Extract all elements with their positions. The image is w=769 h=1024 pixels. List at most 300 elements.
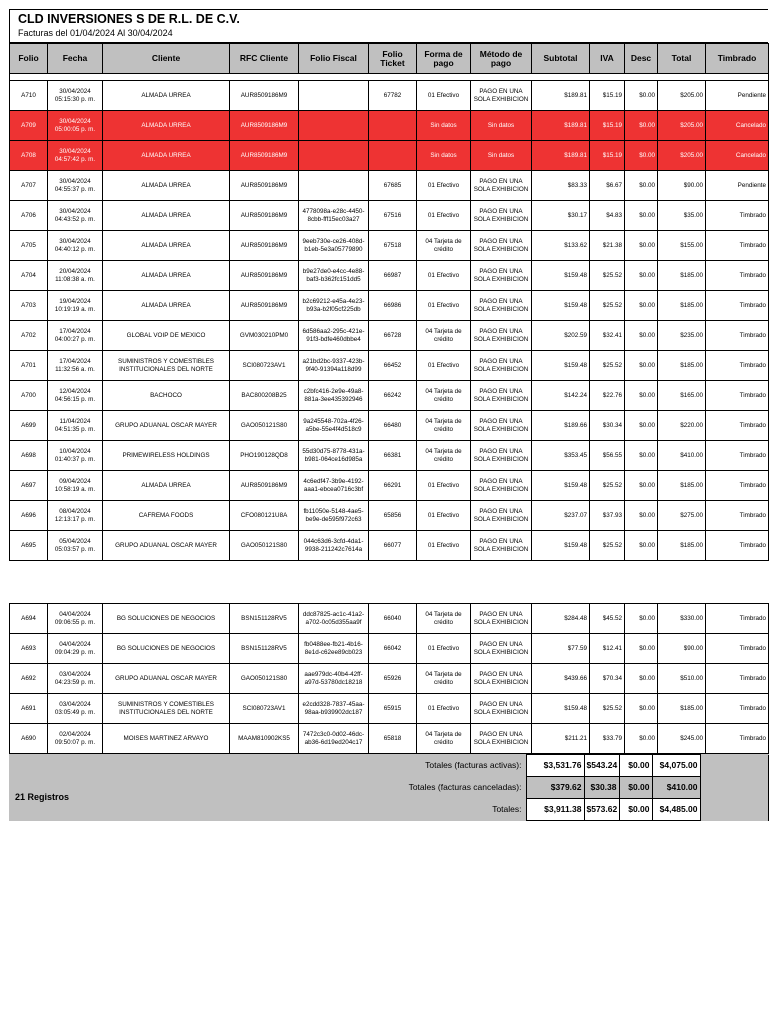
col-cliente: Cliente [103,44,230,74]
cell-cliente: BG SOLUCIONES DE NEGOCIOS [103,604,230,634]
cell-folio: A696 [10,501,48,531]
cell-desc: $0.00 [625,471,658,501]
cell-cliente: ALMADA URREA [103,111,230,141]
totals-active-subtotal: $3,531.76 [526,755,584,777]
cell-forma-pago: 01 Efectivo [417,351,471,381]
cell-desc: $0.00 [625,531,658,561]
cell-forma-pago: 01 Efectivo [417,201,471,231]
cell-metodo-pago: PAGO EN UNA SOLA EXHIBICION [471,664,532,694]
cell-rfc: SCI080723AV1 [230,694,299,724]
cell-timbrado: Timbrado [706,321,769,351]
cell-desc: $0.00 [625,694,658,724]
cell-folio-ticket: 66728 [369,321,417,351]
spacer-row [10,74,769,81]
table-row [10,81,769,111]
cell-total: $330.00 [658,604,706,634]
totals-section [9,754,769,821]
cell-subtotal: $189.81 [532,141,590,171]
cell-cliente: ALMADA URREA [103,201,230,231]
table-row [10,634,769,664]
cell-folio-ticket: 66042 [369,634,417,664]
cell-folio-ticket: 66381 [369,441,417,471]
cell-folio-fiscal: fb11050e-5148-4ae5-be9e-de595f972c63 [299,501,369,531]
cell-timbrado: Timbrado [706,724,769,754]
cell-subtotal: $353.45 [532,441,590,471]
totals-grand-label: Totales: [492,804,522,814]
cell-rfc: BAC800208B25 [230,381,299,411]
cell-subtotal: $77.59 [532,634,590,664]
cell-desc: $0.00 [625,171,658,201]
cell-desc: $0.00 [625,501,658,531]
col-fecha: Fecha [48,44,103,74]
cell-folio-ticket: 67516 [369,201,417,231]
cell-rfc: AUR8509186M9 [230,171,299,201]
cell-folio-fiscal: aae979dc-40b4-42ff-a97d-53780dc18218 [299,664,369,694]
cell-subtotal: $159.48 [532,291,590,321]
cell-metodo-pago: PAGO EN UNA SOLA EXHIBICION [471,441,532,471]
cell-rfc: BSN151128RV5 [230,634,299,664]
cell-desc: $0.00 [625,381,658,411]
cell-metodo-pago: PAGO EN UNA SOLA EXHIBICION [471,604,532,634]
cell-fecha: 30/04/2024 04:43:52 p. m. [48,201,103,231]
table-header-row [10,44,769,74]
cell-fecha: 30/04/2024 04:55:37 p. m. [48,171,103,201]
cell-folio-fiscal: 7472c3c0-0d02-46dc-ab36-6d19ed204c17 [299,724,369,754]
cell-total: $165.00 [658,381,706,411]
cell-desc: $0.00 [625,664,658,694]
cell-total: $205.00 [658,81,706,111]
cell-iva: $25.52 [590,261,625,291]
cell-folio-ticket: 66452 [369,351,417,381]
totals-cancelled-subtotal: $379.62 [526,777,584,799]
cell-subtotal: $133.62 [532,231,590,261]
cell-folio-ticket: 65856 [369,501,417,531]
totals-active-desc: $0.00 [619,755,652,777]
cell-folio: A702 [10,321,48,351]
cell-subtotal: $83.33 [532,171,590,201]
cell-subtotal: $159.48 [532,351,590,381]
cell-folio-fiscal: 4c6edf47-3b9e-4192-aaa1-ebcea0716c3bf [299,471,369,501]
cell-metodo-pago: PAGO EN UNA SOLA EXHIBICION [471,351,532,381]
cell-forma-pago: 04 Tarjeta de crédito [417,441,471,471]
cell-folio-fiscal [299,111,369,141]
cell-timbrado: Pendiente [706,171,769,201]
totals-active-total: $4,075.00 [652,755,700,777]
company-name: CLD INVERSIONES S DE R.L. DE C.V. [18,12,240,26]
cell-metodo-pago: PAGO EN UNA SOLA EXHIBICION [471,201,532,231]
cell-folio: A706 [10,201,48,231]
cell-fecha: 17/04/2024 11:32:56 a. m. [48,351,103,381]
cell-folio-fiscal: 55d30d75-8778-431a-b981-064ce16d985a [299,441,369,471]
col-timbrado: Timbrado [706,44,769,74]
cell-subtotal: $30.17 [532,201,590,231]
cell-desc: $0.00 [625,411,658,441]
cell-timbrado: Timbrado [706,201,769,231]
invoices-table [9,43,769,561]
cell-rfc: MAAM810902KS5 [230,724,299,754]
cell-desc: $0.00 [625,291,658,321]
report-period: Facturas del 01/04/2024 Al 30/04/2024 [18,28,173,38]
cell-fecha: 05/04/2024 05:03:57 p. m. [48,531,103,561]
cell-timbrado: Timbrado [706,381,769,411]
cell-subtotal: $284.48 [532,604,590,634]
table-row [10,724,769,754]
cell-fecha: 09/04/2024 10:58:19 a. m. [48,471,103,501]
cell-rfc: CFO080121U8A [230,501,299,531]
cell-folio-fiscal: fb0488ee-fb21-4b16-8e1d-c62ee89cb023 [299,634,369,664]
cell-folio: A697 [10,471,48,501]
cell-total: $90.00 [658,171,706,201]
cell-subtotal: $159.48 [532,471,590,501]
cell-cliente: ALMADA URREA [103,231,230,261]
col-folio-fiscal: Folio Fiscal [299,44,369,74]
cell-iva: $15.19 [590,111,625,141]
cell-forma-pago: 04 Tarjeta de crédito [417,724,471,754]
cell-metodo-pago: Sin datos [471,111,532,141]
cell-metodo-pago: PAGO EN UNA SOLA EXHIBICION [471,411,532,441]
totals-active-iva: $543.24 [584,755,619,777]
cell-cliente: CAFREMA FOODS [103,501,230,531]
cell-forma-pago: 01 Efectivo [417,261,471,291]
cell-fecha: 04/04/2024 09:06:55 p. m. [48,604,103,634]
table-row [10,231,769,261]
cell-folio-fiscal: 4778098a-e28c-4450-8cbb-fff15ec03a27 [299,201,369,231]
totals-active-row [9,755,768,777]
cell-iva: $25.52 [590,471,625,501]
cell-subtotal: $439.66 [532,664,590,694]
cell-folio: A690 [10,724,48,754]
cell-rfc: AUR8509186M9 [230,471,299,501]
cell-cliente: GRUPO ADUANAL OSCAR MAYER [103,531,230,561]
cell-fecha: 20/04/2024 11:08:38 a. m. [48,261,103,291]
cell-iva: $21.38 [590,231,625,261]
col-total: Total [658,44,706,74]
cell-iva: $22.76 [590,381,625,411]
cell-folio-ticket: 66291 [369,471,417,501]
cell-folio-ticket [369,111,417,141]
cell-desc: $0.00 [625,141,658,171]
cell-forma-pago: 04 Tarjeta de crédito [417,231,471,261]
cell-rfc: GAO050121S80 [230,411,299,441]
cell-metodo-pago: PAGO EN UNA SOLA EXHIBICION [471,171,532,201]
cell-iva: $15.19 [590,141,625,171]
cell-folio-fiscal: 6d586aa2-295c-421e-91f3-bdfe460dbbe4 [299,321,369,351]
cell-metodo-pago: PAGO EN UNA SOLA EXHIBICION [471,531,532,561]
cell-rfc: AUR8509186M9 [230,111,299,141]
col-rfc: RFC Cliente [230,44,299,74]
cell-timbrado: Timbrado [706,411,769,441]
cell-cliente: ALMADA URREA [103,141,230,171]
cell-total: $185.00 [658,531,706,561]
cell-subtotal: $189.66 [532,411,590,441]
cell-forma-pago: 01 Efectivo [417,471,471,501]
cell-total: $275.00 [658,501,706,531]
cell-timbrado: Timbrado [706,351,769,381]
cell-folio-ticket: 66077 [369,531,417,561]
cell-rfc: PHO190128QD8 [230,441,299,471]
cell-timbrado: Timbrado [706,291,769,321]
cell-forma-pago: 01 Efectivo [417,531,471,561]
cell-folio-fiscal: b2c69212-e45a-4e23-b93a-b2f05cf225db [299,291,369,321]
cell-desc: $0.00 [625,81,658,111]
cell-folio-ticket: 67685 [369,171,417,201]
cell-metodo-pago: PAGO EN UNA SOLA EXHIBICION [471,381,532,411]
cell-folio: A698 [10,441,48,471]
cell-total: $410.00 [658,441,706,471]
cell-cliente: GRUPO ADUANAL OSCAR MAYER [103,664,230,694]
totals-cancelled-total: $410.00 [652,777,700,799]
cell-folio: A704 [10,261,48,291]
totals-grand-desc: $0.00 [619,799,652,821]
cell-fecha: 19/04/2024 10:19:19 a. m. [48,291,103,321]
cell-iva: $6.67 [590,171,625,201]
cell-folio: A708 [10,141,48,171]
cell-iva: $4.83 [590,201,625,231]
cell-total: $185.00 [658,694,706,724]
cell-desc: $0.00 [625,201,658,231]
cell-timbrado: Cancelado [706,111,769,141]
cell-folio-ticket: 66480 [369,411,417,441]
table-row [10,351,769,381]
cell-timbrado: Timbrado [706,694,769,724]
cell-subtotal: $142.24 [532,381,590,411]
cell-folio-ticket: 67518 [369,231,417,261]
cell-iva: $32.41 [590,321,625,351]
records-count: 21 Registros [15,791,70,802]
totals-grand-subtotal: $3,911.38 [526,799,584,821]
cell-timbrado: Timbrado [706,441,769,471]
cell-rfc: AUR8509186M9 [230,291,299,321]
cell-folio-fiscal [299,81,369,111]
table-row [10,381,769,411]
table-row [10,261,769,291]
cell-folio: A691 [10,694,48,724]
invoices-table-continued [9,603,769,754]
cell-forma-pago: 01 Efectivo [417,634,471,664]
table-row [10,694,769,724]
table-row [10,321,769,351]
cell-forma-pago: Sin datos [417,111,471,141]
cell-forma-pago: Sin datos [417,141,471,171]
table-row [10,171,769,201]
cell-timbrado: Timbrado [706,531,769,561]
invoice-report [9,9,768,821]
table-row [10,141,769,171]
table-row [10,441,769,471]
totals-cancelled-iva: $30.38 [584,777,619,799]
cell-timbrado: Timbrado [706,604,769,634]
cell-folio-fiscal: 9eeb730e-ce26-408d-b1eb-5e3a05779890 [299,231,369,261]
cell-timbrado: Timbrado [706,231,769,261]
cell-iva: $25.52 [590,531,625,561]
cell-total: $155.00 [658,231,706,261]
cell-iva: $33.79 [590,724,625,754]
cell-total: $235.00 [658,321,706,351]
cell-timbrado: Timbrado [706,471,769,501]
cell-desc: $0.00 [625,604,658,634]
cell-folio: A705 [10,231,48,261]
cell-cliente: ALMADA URREA [103,291,230,321]
cell-rfc: GAO050121S80 [230,664,299,694]
cell-subtotal: $159.48 [532,261,590,291]
cell-cliente: SUMINISTROS Y COMESTIBLES INSTITUCIONALES DEL NORTE [103,351,230,381]
cell-cliente: ALMADA URREA [103,261,230,291]
cell-fecha: 08/04/2024 12:13:17 p. m. [48,501,103,531]
cell-desc: $0.00 [625,634,658,664]
cell-rfc: AUR8509186M9 [230,261,299,291]
cell-forma-pago: 01 Efectivo [417,694,471,724]
cell-fecha: 10/04/2024 01:40:37 p. m. [48,441,103,471]
cell-fecha: 17/04/2024 04:00:27 p. m. [48,321,103,351]
table-row [10,471,769,501]
cell-forma-pago: 04 Tarjeta de crédito [417,411,471,441]
totals-cancelled-desc: $0.00 [619,777,652,799]
cell-iva: $37.93 [590,501,625,531]
cell-cliente: BACHOCO [103,381,230,411]
cell-total: $510.00 [658,664,706,694]
cell-rfc: GVM030210PM0 [230,321,299,351]
cell-folio: A695 [10,531,48,561]
totals-cancelled-label: Totales (facturas canceladas): [408,782,522,792]
cell-subtotal: $159.48 [532,531,590,561]
cell-metodo-pago: PAGO EN UNA SOLA EXHIBICION [471,694,532,724]
cell-folio-fiscal: ddc87825-ac1c-41a2-a702-0c05d355aa9f [299,604,369,634]
cell-forma-pago: 01 Efectivo [417,171,471,201]
cell-metodo-pago: PAGO EN UNA SOLA EXHIBICION [471,291,532,321]
cell-folio: A694 [10,604,48,634]
cell-folio-ticket: 65915 [369,694,417,724]
table-row [10,531,769,561]
cell-total: $90.00 [658,634,706,664]
cell-desc: $0.00 [625,231,658,261]
cell-total: $185.00 [658,261,706,291]
col-subtotal: Subtotal [532,44,590,74]
cell-timbrado: Timbrado [706,664,769,694]
cell-forma-pago: 01 Efectivo [417,501,471,531]
cell-total: $185.00 [658,351,706,381]
totals-active-label: Totales (facturas activas): [425,760,522,770]
cell-iva: $56.55 [590,441,625,471]
cell-metodo-pago: PAGO EN UNA SOLA EXHIBICION [471,634,532,664]
cell-forma-pago: 01 Efectivo [417,291,471,321]
cell-subtotal: $159.48 [532,694,590,724]
cell-iva: $25.52 [590,694,625,724]
col-folio-ticket: Folio Ticket [369,44,417,74]
cell-desc: $0.00 [625,724,658,754]
cell-rfc: SCI080723AV1 [230,351,299,381]
table-row [10,604,769,634]
cell-desc: $0.00 [625,261,658,291]
cell-desc: $0.00 [625,351,658,381]
cell-fecha: 30/04/2024 05:15:30 p. m. [48,81,103,111]
cell-metodo-pago: PAGO EN UNA SOLA EXHIBICION [471,261,532,291]
cell-cliente: ALMADA URREA [103,171,230,201]
cell-folio: A692 [10,664,48,694]
col-desc: Desc [625,44,658,74]
cell-iva: $12.41 [590,634,625,664]
cell-fecha: 03/04/2024 03:05:49 p. m. [48,694,103,724]
col-iva: IVA [590,44,625,74]
cell-folio-fiscal [299,141,369,171]
cell-total: $185.00 [658,291,706,321]
cell-fecha: 12/04/2024 04:56:15 p. m. [48,381,103,411]
cell-folio: A700 [10,381,48,411]
cell-rfc: GAO050121S80 [230,531,299,561]
cell-rfc: AUR8509186M9 [230,141,299,171]
cell-timbrado: Timbrado [706,501,769,531]
cell-timbrado: Timbrado [706,634,769,664]
cell-folio-fiscal: b9e27de0-e4cc-4e88-baf3-b362fc151dd5 [299,261,369,291]
cell-subtotal: $202.59 [532,321,590,351]
cell-metodo-pago: PAGO EN UNA SOLA EXHIBICION [471,471,532,501]
cell-folio: A693 [10,634,48,664]
cell-total: $220.00 [658,411,706,441]
cell-metodo-pago: PAGO EN UNA SOLA EXHIBICION [471,231,532,261]
table-row [10,111,769,141]
table-row [10,501,769,531]
cell-fecha: 02/04/2024 09:50:07 p. m. [48,724,103,754]
cell-fecha: 03/04/2024 04:23:59 p. m. [48,664,103,694]
cell-folio: A699 [10,411,48,441]
cell-desc: $0.00 [625,441,658,471]
cell-cliente: ALMADA URREA [103,471,230,501]
cell-timbrado: Timbrado [706,261,769,291]
cell-folio-fiscal: 044c63d6-3cfd-4da1-9938-211242c7614a [299,531,369,561]
table-body-page2 [10,604,769,754]
cell-rfc: AUR8509186M9 [230,231,299,261]
col-forma-pago: Forma de pago [417,44,471,74]
cell-iva: $70.34 [590,664,625,694]
cell-metodo-pago: Sin datos [471,141,532,171]
cell-forma-pago: 04 Tarjeta de crédito [417,604,471,634]
report-header [9,9,768,43]
cell-folio-ticket: 66040 [369,604,417,634]
cell-iva: $45.52 [590,604,625,634]
cell-rfc: AUR8509186M9 [230,201,299,231]
cell-folio-ticket: 65926 [369,664,417,694]
totals-grand-row [9,799,768,821]
cell-total: $245.00 [658,724,706,754]
cell-timbrado: Cancelado [706,141,769,171]
cell-folio-fiscal: c2bfc416-2e9e-49a8-881a-3ee435392946 [299,381,369,411]
cell-cliente: PRIMEWIRELESS HOLDINGS [103,441,230,471]
cell-cliente: ALMADA URREA [103,81,230,111]
cell-folio: A710 [10,81,48,111]
cell-cliente: GLOBAL VOIP DE MEXICO [103,321,230,351]
cell-subtotal: $189.81 [532,81,590,111]
cell-cliente: SUMINISTROS Y COMESTIBLES INSTITUCIONALES DEL NORTE [103,694,230,724]
cell-subtotal: $237.07 [532,501,590,531]
cell-cliente: MOISES MARTINEZ ARVAYO [103,724,230,754]
cell-iva: $25.52 [590,291,625,321]
cell-folio: A709 [10,111,48,141]
cell-iva: $15.19 [590,81,625,111]
cell-desc: $0.00 [625,321,658,351]
cell-rfc: BSN151128RV5 [230,604,299,634]
cell-total: $205.00 [658,141,706,171]
cell-folio-ticket: 66242 [369,381,417,411]
cell-folio-fiscal: a21bd2bc-9337-423b-9f40-91394a118d99 [299,351,369,381]
cell-timbrado: Pendiente [706,81,769,111]
totals-grand-iva: $573.62 [584,799,619,821]
cell-fecha: 30/04/2024 05:00:05 p. m. [48,111,103,141]
table-row [10,291,769,321]
cell-total: $185.00 [658,471,706,501]
table-row [10,664,769,694]
cell-folio: A707 [10,171,48,201]
cell-forma-pago: 04 Tarjeta de crédito [417,381,471,411]
cell-folio-ticket: 66986 [369,291,417,321]
